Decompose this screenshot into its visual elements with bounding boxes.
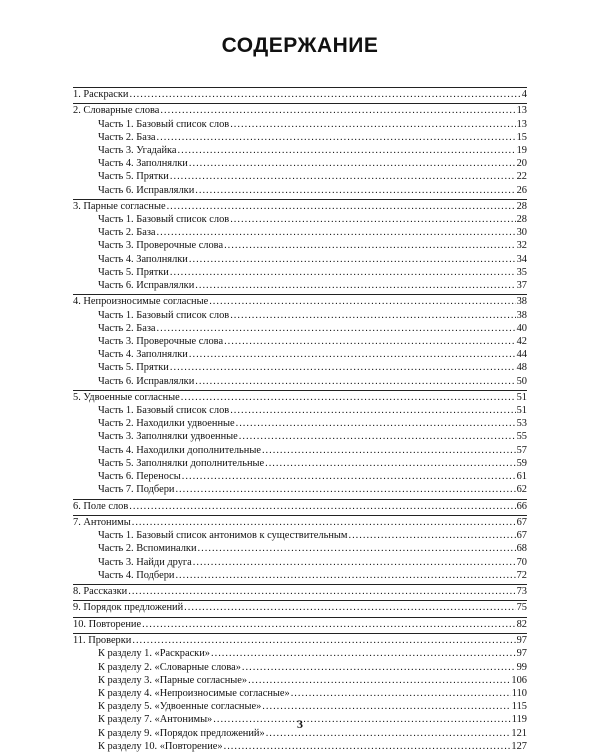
toc-subentry [73,430,527,443]
toc-page-number: 15 [516,131,527,143]
dot-leader [230,404,515,417]
dot-leader [184,601,515,614]
toc-subentry [73,687,527,700]
toc-subentry [73,470,527,483]
dot-leader [198,542,516,555]
toc-page-number: 44 [516,349,527,361]
toc-page-number: 37 [516,280,527,291]
toc-entry-label: Часть 1. Базовый список слов [98,118,230,130]
toc-subentry [73,444,527,457]
toc-page-number: 51 [516,405,527,417]
toc-subentry [73,170,527,183]
toc-entry-label: Часть 6. Исправлялки [98,375,195,387]
toc-entry-label: Часть 4. Подбери [98,569,175,581]
toc-entry-label: 10. Повторение [73,618,142,630]
toc-subentry [73,529,527,542]
toc-subentry [73,144,527,157]
toc-page-number: 106 [511,674,527,686]
toc-subentry [73,131,527,144]
footer-page-number: 3 [297,717,303,731]
toc-entry-label: К разделу 5. «Удвоенные согласные» [98,701,262,713]
toc-subentry [73,348,527,361]
dot-leader [132,634,515,647]
toc-page-number: 34 [516,253,527,265]
dot-leader [211,647,516,660]
toc-entry-label: Часть 2. Вспоминалки [98,543,197,555]
toc-subentry [73,661,527,674]
toc-entry-label: Часть 4. Находилки дополнительные [98,444,261,456]
toc-page-number: 19 [516,144,527,156]
toc-subentry [73,740,527,753]
toc-entry-label: Часть 3. Проверочные слова [98,240,224,252]
dot-leader [175,569,515,582]
dot-leader [129,88,520,101]
dot-leader [157,131,516,144]
toc-entry [73,618,527,631]
toc-page-number: 66 [516,500,527,512]
dot-leader [262,700,511,713]
table-of-contents [73,87,527,755]
dot-leader [195,279,515,292]
toc-entry-label: К разделу 1. «Раскраски» [98,648,210,660]
toc-entry-label: Часть 3. Угадайка [98,144,177,156]
toc-subentry [73,253,527,266]
dot-leader [160,104,515,117]
toc-page-number: 28 [516,214,527,226]
toc-page-number: 30 [516,227,527,239]
toc-subentry [73,309,527,322]
dot-leader [128,585,515,598]
toc-page-number: 42 [516,335,527,347]
toc-page-number: 13 [516,118,527,130]
dot-leader [209,295,515,308]
toc-subentry [73,118,527,131]
toc-subentry [73,157,527,170]
toc-page-number: 4 [521,89,527,100]
dot-leader [181,391,516,404]
toc-entry-label: Часть 1. Базовый список антонимов к существительным [98,530,348,542]
toc-section [73,515,527,584]
toc-subentry [73,375,527,388]
toc-entry-label: Часть 2. База [98,131,156,143]
dot-leader [236,417,516,430]
toc-entry-label: Часть 6. Исправлялки [98,280,195,291]
toc-page-number: 115 [511,701,527,713]
dot-leader [224,239,516,252]
dot-leader [142,618,516,631]
dot-leader [129,500,515,513]
dot-leader [291,687,511,700]
toc-page-number: 38 [516,296,527,308]
toc-page-number: 62 [516,484,527,496]
toc-page-number: 50 [516,375,527,387]
dot-leader [189,157,516,170]
dot-leader [178,144,516,157]
toc-entry-label: 5. Удвоенные согласные [73,391,180,403]
dot-leader [167,200,516,213]
toc-entry [73,88,527,101]
toc-entry-label: Часть 3. Заполнялки удвоенные [98,431,238,443]
toc-subentry [73,569,527,582]
toc-subentry [73,647,527,660]
toc-entry-label: Часть 5. Заполнялки дополнительные [98,457,265,469]
toc-entry-label: Часть 4. Заполнялки [98,253,188,265]
dot-leader [175,483,515,496]
toc-section [73,600,527,616]
toc-entry-label: Часть 7. Подбери [98,484,175,496]
toc-entry-label: Часть 6. Исправлялки [98,184,195,196]
toc-entry-label: Часть 3. Проверочные слова [98,335,224,347]
toc-subentry [73,542,527,555]
toc-page-number: 32 [516,240,527,252]
toc-entry [73,516,527,529]
toc-entry [73,200,527,213]
toc-section [73,390,527,499]
toc-entry-label: К разделу 4. «Непроизносимые согласные» [98,687,290,699]
toc-entry-label: К разделу 9. «Порядок предложений» [98,727,265,739]
toc-subentry [73,700,527,713]
toc-subentry [73,213,527,226]
toc-page-number: 97 [516,648,527,660]
toc-subentry [73,239,527,252]
toc-entry-label: 7. Антонимы [73,516,131,528]
toc-section [73,584,527,600]
toc-section [73,499,527,515]
toc-entry-label: Часть 2. База [98,227,156,239]
toc-subentry [73,361,527,374]
dot-leader [132,516,516,529]
toc-page-number: 73 [516,586,527,598]
toc-page-number: 20 [516,158,527,170]
toc-page-number: 67 [516,516,527,528]
toc-entry-label: Часть 1. Базовый список слов [98,405,230,417]
dot-leader [193,556,516,569]
dot-leader [189,253,516,266]
dot-leader [262,444,516,457]
toc-subentry [73,483,527,496]
dot-leader [230,213,515,226]
dot-leader [230,309,515,322]
toc-page-number: 97 [516,635,527,647]
toc-entry-label: Часть 1. Базовый список слов [98,214,230,226]
toc-section [73,199,527,295]
dot-leader [265,457,516,470]
dot-leader [224,740,511,753]
toc-entry-label: Часть 2. Находилки удвоенные [98,418,235,430]
dot-leader [189,348,516,361]
dot-leader [195,184,515,197]
toc-page-number: 13 [516,105,527,117]
dot-leader [182,470,516,483]
dot-leader [242,661,516,674]
toc-page-number: 28 [516,200,527,212]
toc-subentry [73,404,527,417]
toc-entry-label: 2. Словарные слова [73,105,160,117]
toc-subentry [73,674,527,687]
toc-page-number: 51 [516,391,527,403]
toc-page-number: 59 [516,457,527,469]
toc-page-number: 82 [516,618,527,630]
toc-page-number: 61 [516,471,527,482]
dot-leader [248,674,510,687]
toc-entry [73,601,527,614]
toc-page-number: 55 [516,431,527,443]
toc-page-number: 127 [511,740,527,752]
toc-subentry [73,322,527,335]
toc-page-number: 99 [516,661,527,673]
toc-entry [73,295,527,308]
dot-leader [170,361,516,374]
toc-entry-label: Часть 5. Прятки [98,362,169,374]
toc-entry-label: Часть 5. Прятки [98,266,169,278]
toc-entry [73,634,527,647]
toc-entry-label: Часть 2. База [98,322,156,334]
toc-entry-label: 1. Раскраски [73,89,129,100]
toc-page-number: 75 [516,602,527,614]
toc-subentry [73,417,527,430]
toc-page-number: 68 [516,543,527,555]
toc-page-number: 121 [511,727,527,739]
toc-section [73,103,527,199]
toc-entry-label: Часть 3. Найди друга [98,556,192,568]
toc-entry-label: Часть 6. Переносы [98,471,181,482]
dot-leader [230,118,515,131]
toc-entry-label: Часть 4. Заполнялки [98,158,188,170]
toc-page-number: 40 [516,322,527,334]
toc-page-number: 22 [516,171,527,183]
toc-entry-label: Часть 1. Базовый список слов [98,309,230,321]
toc-entry [73,585,527,598]
page-title: СОДЕРЖАНИЕ [221,34,379,57]
toc-page-number: 70 [516,556,527,568]
toc-page-number: 53 [516,418,527,430]
toc-subentry [73,556,527,569]
toc-entry-label: 6. Поле слов [73,500,129,512]
toc-section [73,294,527,390]
toc-entry-label: К разделу 10. «Повторение» [98,740,223,752]
toc-entry-label: К разделу 2. «Словарные слова» [98,661,241,673]
toc-section [73,633,527,755]
toc-entry [73,104,527,117]
toc-section [73,87,527,103]
toc-entry-label: К разделу 7. «Антонимы» [98,714,213,726]
toc-entry-label: 11. Проверки [73,635,132,647]
toc-page-number: 38 [516,309,527,321]
dot-leader [195,375,515,388]
toc-subentry [73,226,527,239]
toc-entry-label: 3. Парные согласные [73,200,166,212]
toc-section [73,617,527,633]
toc-entry-label: 4. Непроизносимые согласные [73,296,209,308]
toc-subentry [73,457,527,470]
dot-leader [170,266,516,279]
toc-page-number: 110 [511,687,527,699]
toc-page-number: 67 [516,530,527,542]
toc-entry-label: 8. Рассказки [73,586,128,598]
toc-page-number: 48 [516,362,527,374]
dot-leader [157,322,516,335]
dot-leader [170,170,516,183]
toc-page-number: 119 [511,714,527,726]
toc-page-number: 57 [516,444,527,456]
toc-subentry [73,184,527,197]
toc-entry-label: К разделу 3. «Парные согласные» [98,674,248,686]
toc-subentry [73,335,527,348]
dot-leader [239,430,516,443]
dot-leader [157,226,516,239]
toc-subentry [73,279,527,292]
toc-page-number: 26 [516,184,527,196]
toc-page-number: 72 [516,569,527,581]
toc-entry [73,391,527,404]
toc-subentry [73,266,527,279]
toc-entry-label: Часть 5. Прятки [98,171,169,183]
toc-entry-label: 9. Порядок предложений [73,602,184,614]
dot-leader [348,529,515,542]
toc-entry [73,500,527,513]
toc-page-number: 35 [516,266,527,278]
dot-leader [224,335,516,348]
toc-entry-label: Часть 4. Заполнялки [98,349,188,361]
